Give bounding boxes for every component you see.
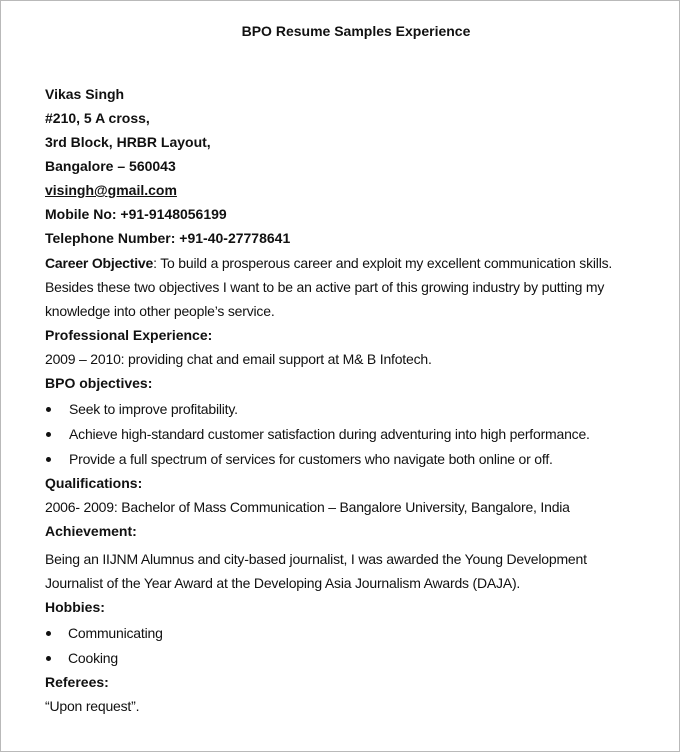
bullet-icon bbox=[45, 623, 53, 643]
bullet-icon bbox=[45, 449, 53, 469]
career-objective-line-1 bbox=[45, 253, 612, 273]
hobby-item: Cooking bbox=[68, 650, 118, 666]
qualifications-entry: 2006- 2009: Bachelor of Mass Communication – Bangalore University, Bangalore, India bbox=[45, 499, 570, 515]
address-line-1: #210, 5 A cross, bbox=[45, 110, 150, 126]
contact-name: Vikas Singh bbox=[45, 86, 125, 102]
email-link[interactable]: visingh@gmail.com bbox=[45, 182, 177, 198]
telephone-number: Telephone Number: +91-40-27778641 bbox=[45, 230, 291, 246]
hobby-item: Communicating bbox=[68, 625, 163, 641]
bpo-objective-item: Provide a full spectrum of services for customers who navigate both online or off. bbox=[69, 451, 553, 467]
achievement-line-1: Being an IIJNM Alumnus and city-based journalist, I was awarded the Young Development bbox=[45, 551, 587, 567]
address-line-3: Bangalore – 560043 bbox=[45, 158, 176, 174]
mobile-number: Mobile No: +91-9148056199 bbox=[45, 206, 227, 222]
document-title: BPO Resume Samples Experience bbox=[241, 23, 471, 39]
bullet-icon bbox=[45, 399, 53, 419]
referees-text: “Upon request”. bbox=[45, 698, 140, 714]
bullet-icon bbox=[45, 648, 53, 668]
bpo-objective-item: Seek to improve profitability. bbox=[69, 401, 238, 417]
hobbies-heading: Hobbies: bbox=[45, 599, 105, 615]
achievement-line-2: Journalist of the Year Award at the Developing Asia Journalism Awards (DAJA). bbox=[45, 575, 521, 591]
referees-heading: Referees: bbox=[45, 674, 109, 690]
qualifications-heading: Qualifications: bbox=[45, 475, 143, 491]
address-line-2: 3rd Block, HRBR Layout, bbox=[45, 134, 211, 150]
career-objective-line-2: Besides these two objectives I want to be an active part of this growing industry by putting my bbox=[45, 279, 605, 295]
professional-experience-entry: 2009 – 2010: providing chat and email support at M& B Infotech. bbox=[45, 351, 432, 367]
bullet-icon bbox=[45, 424, 53, 444]
bpo-objectives-heading: BPO objectives: bbox=[45, 375, 153, 391]
professional-experience-heading: Professional Experience: bbox=[45, 327, 213, 343]
career-objective-label: Career Objective bbox=[45, 255, 154, 271]
career-objective-text: : To build a prosperous career and exploit my excellent communication skills. bbox=[153, 255, 613, 271]
bpo-objective-item: Achieve high-standard customer satisfaction during adventuring into high performance. bbox=[69, 426, 590, 442]
career-objective-line-3: knowledge into other people’s service. bbox=[45, 303, 275, 319]
achievement-heading: Achievement: bbox=[45, 523, 137, 539]
